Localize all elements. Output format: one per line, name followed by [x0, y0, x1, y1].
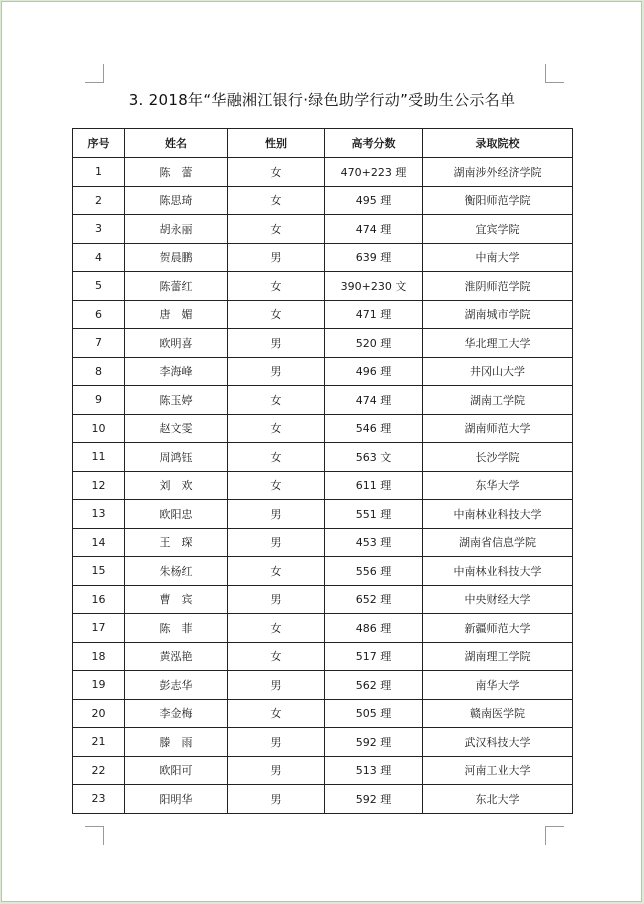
cell-school: 中南林业科技大学 — [423, 500, 573, 529]
cell-index: 9 — [73, 386, 125, 415]
cell-school: 东华大学 — [423, 471, 573, 500]
table-row — [73, 528, 573, 557]
table-row — [73, 728, 573, 757]
cell-name: 欧阳可 — [125, 756, 228, 785]
cell-index: 20 — [73, 699, 125, 728]
cell-gender: 女 — [228, 414, 325, 443]
cell-score: 496 理 — [325, 357, 423, 386]
cell-index: 14 — [73, 528, 125, 557]
column-header-index: 序号 — [73, 129, 125, 158]
table-row — [73, 785, 573, 814]
cell-school: 湖南师范大学 — [423, 414, 573, 443]
cell-gender: 男 — [228, 243, 325, 272]
table-row — [73, 215, 573, 244]
cell-school: 湖南理工学院 — [423, 642, 573, 671]
cell-score: 556 理 — [325, 557, 423, 586]
cell-index: 17 — [73, 614, 125, 643]
cell-index: 22 — [73, 756, 125, 785]
table-row — [73, 357, 573, 386]
cell-index: 3 — [73, 215, 125, 244]
column-header-gender: 性别 — [228, 129, 325, 158]
table-row — [73, 756, 573, 785]
cell-score: 517 理 — [325, 642, 423, 671]
cell-name: 陈玉婷 — [125, 386, 228, 415]
table-row — [73, 158, 573, 187]
cell-index: 13 — [73, 500, 125, 529]
cell-school: 中南大学 — [423, 243, 573, 272]
cell-index: 6 — [73, 300, 125, 329]
cell-score: 551 理 — [325, 500, 423, 529]
cell-score: 513 理 — [325, 756, 423, 785]
cell-gender: 男 — [228, 329, 325, 358]
cell-index: 19 — [73, 671, 125, 700]
cell-index: 4 — [73, 243, 125, 272]
cell-name: 曹 宾 — [125, 585, 228, 614]
cell-gender: 男 — [228, 785, 325, 814]
cell-name: 朱杨红 — [125, 557, 228, 586]
cell-score: 471 理 — [325, 300, 423, 329]
cell-score: 639 理 — [325, 243, 423, 272]
cell-index: 23 — [73, 785, 125, 814]
table-row — [73, 272, 573, 301]
cell-score: 592 理 — [325, 785, 423, 814]
cell-school: 长沙学院 — [423, 443, 573, 472]
table-row — [73, 243, 573, 272]
table-row — [73, 671, 573, 700]
cell-index: 16 — [73, 585, 125, 614]
cell-gender: 女 — [228, 557, 325, 586]
crop-mark-bottom-right — [545, 826, 564, 845]
table-row — [73, 186, 573, 215]
cell-gender: 女 — [228, 300, 325, 329]
crop-mark-bottom-left — [85, 826, 104, 845]
crop-mark-top-left — [85, 64, 104, 83]
table-body — [73, 158, 573, 814]
cell-gender: 男 — [228, 500, 325, 529]
table-header-row — [73, 129, 573, 158]
cell-gender: 男 — [228, 585, 325, 614]
table-row — [73, 614, 573, 643]
cell-name: 刘 欢 — [125, 471, 228, 500]
cell-score: 474 理 — [325, 215, 423, 244]
cell-gender: 女 — [228, 471, 325, 500]
cell-name: 黄泓艳 — [125, 642, 228, 671]
cell-index: 11 — [73, 443, 125, 472]
cell-name: 贺晨鹏 — [125, 243, 228, 272]
cell-gender: 女 — [228, 158, 325, 187]
cell-school: 河南工业大学 — [423, 756, 573, 785]
cell-index: 12 — [73, 471, 125, 500]
cell-index: 10 — [73, 414, 125, 443]
recipient-table — [72, 128, 573, 814]
cell-gender: 女 — [228, 614, 325, 643]
cell-score: 652 理 — [325, 585, 423, 614]
cell-school: 武汉科技大学 — [423, 728, 573, 757]
cell-gender: 男 — [228, 528, 325, 557]
cell-gender: 男 — [228, 357, 325, 386]
document-title: 3. 2018年“华融湘江银行·绿色助学行动”受助生公示名单 — [128, 91, 516, 109]
cell-school: 赣南医学院 — [423, 699, 573, 728]
cell-gender: 女 — [228, 186, 325, 215]
cell-name: 胡永丽 — [125, 215, 228, 244]
cell-school: 淮阴师范学院 — [423, 272, 573, 301]
cell-score: 611 理 — [325, 471, 423, 500]
table-row — [73, 699, 573, 728]
cell-school: 湖南省信息学院 — [423, 528, 573, 557]
cell-index: 7 — [73, 329, 125, 358]
cell-school: 华北理工大学 — [423, 329, 573, 358]
table-row — [73, 329, 573, 358]
cell-score: 453 理 — [325, 528, 423, 557]
cell-score: 562 理 — [325, 671, 423, 700]
cell-score: 390+230 文 — [325, 272, 423, 301]
column-header-score: 高考分数 — [325, 129, 423, 158]
cell-name: 彭志华 — [125, 671, 228, 700]
cell-gender: 女 — [228, 443, 325, 472]
cell-score: 563 文 — [325, 443, 423, 472]
cell-score: 474 理 — [325, 386, 423, 415]
cell-school: 衡阳师范学院 — [423, 186, 573, 215]
cell-name: 欧阳忠 — [125, 500, 228, 529]
cell-gender: 男 — [228, 756, 325, 785]
cell-gender: 女 — [228, 215, 325, 244]
cell-index: 1 — [73, 158, 125, 187]
table-row — [73, 471, 573, 500]
cell-school: 中央财经大学 — [423, 585, 573, 614]
cell-score: 470+223 理 — [325, 158, 423, 187]
table-row — [73, 386, 573, 415]
cell-name: 唐 媚 — [125, 300, 228, 329]
cell-index: 18 — [73, 642, 125, 671]
cell-school: 中南林业科技大学 — [423, 557, 573, 586]
cell-school: 井冈山大学 — [423, 357, 573, 386]
cell-score: 486 理 — [325, 614, 423, 643]
table-row — [73, 557, 573, 586]
cell-name: 王 琛 — [125, 528, 228, 557]
cell-school: 湖南城市学院 — [423, 300, 573, 329]
cell-name: 陈 菲 — [125, 614, 228, 643]
cell-gender: 女 — [228, 642, 325, 671]
table-row — [73, 443, 573, 472]
cell-score: 546 理 — [325, 414, 423, 443]
cell-name: 阳明华 — [125, 785, 228, 814]
table-row — [73, 414, 573, 443]
column-header-name: 姓名 — [125, 129, 228, 158]
cell-score: 520 理 — [325, 329, 423, 358]
cell-name: 李海峰 — [125, 357, 228, 386]
cell-name: 滕 雨 — [125, 728, 228, 757]
cell-index: 5 — [73, 272, 125, 301]
cell-gender: 男 — [228, 728, 325, 757]
cell-school: 南华大学 — [423, 671, 573, 700]
cell-index: 21 — [73, 728, 125, 757]
cell-index: 15 — [73, 557, 125, 586]
table-row — [73, 585, 573, 614]
cell-gender: 女 — [228, 386, 325, 415]
cell-name: 陈思琦 — [125, 186, 228, 215]
crop-mark-top-right — [545, 64, 564, 83]
cell-school: 宜宾学院 — [423, 215, 573, 244]
cell-name: 李金梅 — [125, 699, 228, 728]
cell-school: 湖南涉外经济学院 — [423, 158, 573, 187]
table-row — [73, 300, 573, 329]
cell-name: 周鸿钰 — [125, 443, 228, 472]
cell-school: 湖南工学院 — [423, 386, 573, 415]
table-row — [73, 642, 573, 671]
cell-school: 新疆师范大学 — [423, 614, 573, 643]
cell-name: 赵文雯 — [125, 414, 228, 443]
cell-score: 495 理 — [325, 186, 423, 215]
cell-index: 8 — [73, 357, 125, 386]
cell-score: 505 理 — [325, 699, 423, 728]
cell-index: 2 — [73, 186, 125, 215]
table-row — [73, 500, 573, 529]
cell-name: 陈 蕾 — [125, 158, 228, 187]
cell-gender: 男 — [228, 671, 325, 700]
cell-gender: 女 — [228, 699, 325, 728]
cell-score: 592 理 — [325, 728, 423, 757]
cell-gender: 女 — [228, 272, 325, 301]
cell-name: 陈蕾红 — [125, 272, 228, 301]
column-header-school: 录取院校 — [423, 129, 573, 158]
cell-school: 东北大学 — [423, 785, 573, 814]
cell-name: 欧明喜 — [125, 329, 228, 358]
